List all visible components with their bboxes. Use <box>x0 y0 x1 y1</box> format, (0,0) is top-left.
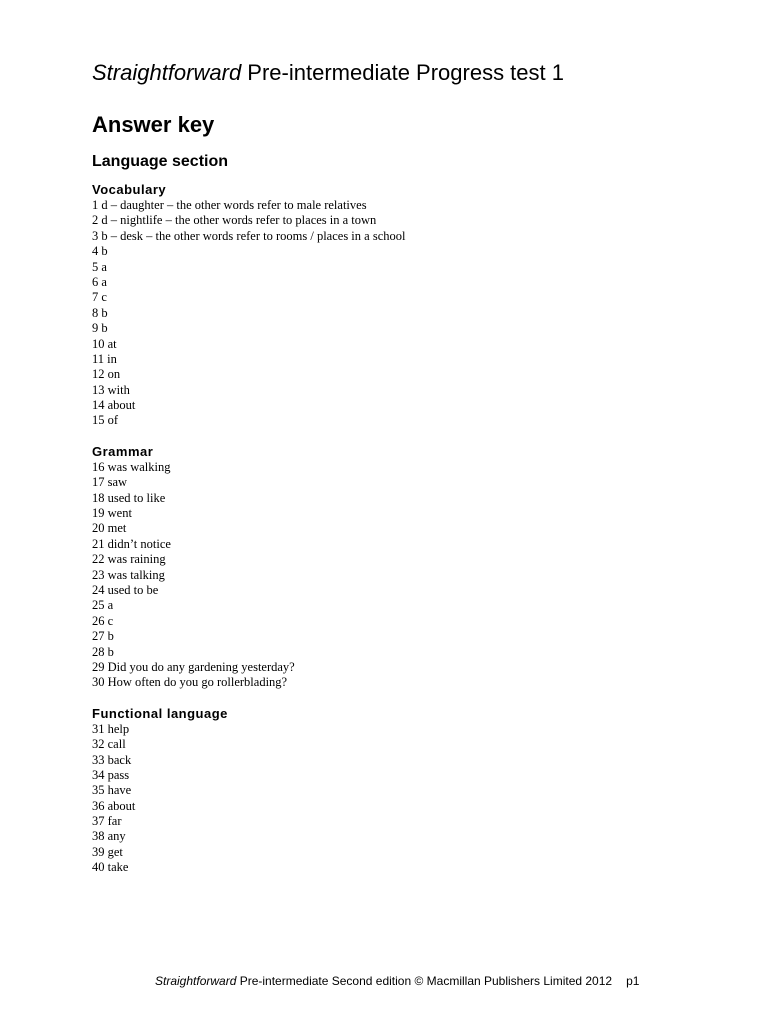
answer-item: 17 saw <box>92 475 128 490</box>
answer-item: 6 a <box>92 274 107 289</box>
answer-item: 7 c <box>92 290 107 305</box>
answer-item: 16 was walking <box>92 459 171 474</box>
answer-item: 24 used to be <box>92 582 159 597</box>
answer-item: 15 of <box>92 413 119 428</box>
answer-item: 20 met <box>92 521 127 536</box>
answer-item: 35 have <box>92 783 132 798</box>
answer-item: 27 b <box>92 629 114 644</box>
answer-item: 39 get <box>92 844 123 859</box>
answer-item: 30 How often do you go rollerblading? <box>92 675 288 690</box>
answer-item: 32 call <box>92 737 126 752</box>
page-footer <box>155 973 639 989</box>
page-title <box>92 58 732 88</box>
title-book-name: Straightforward <box>92 60 242 85</box>
answer-item: 2 d – nightlife – the other words refer to places in a town <box>92 213 377 228</box>
answer-item: 31 help <box>92 721 130 736</box>
answer-item: 34 pass <box>92 767 130 782</box>
answer-key-page <box>92 58 732 876</box>
answer-item: 37 far <box>92 814 122 829</box>
answer-item: 3 b – desk – the other words refer to rooms / places in a school <box>92 228 406 243</box>
answer-item: 13 with <box>92 382 130 397</box>
answer-item: 9 b <box>92 321 108 336</box>
answer-item: 36 about <box>92 798 136 813</box>
answer-item: 18 used to like <box>92 490 166 505</box>
answer-item: 28 b <box>92 644 114 659</box>
answer-item: 33 back <box>92 752 132 767</box>
answer-item: 4 b <box>92 244 108 259</box>
footer-book-name: Straightforward <box>155 974 237 988</box>
answer-item: 11 in <box>92 351 117 366</box>
functional-language-heading: Functional language <box>92 705 228 721</box>
answer-item: 10 at <box>92 336 117 351</box>
answer-item: 23 was talking <box>92 567 165 582</box>
grammar-heading: Grammar <box>92 443 154 459</box>
answer-item: 21 didn’t notice <box>92 536 171 551</box>
answer-item: 19 went <box>92 506 132 521</box>
functional-language-section <box>92 706 732 876</box>
answer-item: 22 was raining <box>92 552 166 567</box>
grammar-list <box>92 460 732 691</box>
vocabulary-heading: Vocabulary <box>92 182 167 197</box>
answer-item: 38 any <box>92 829 126 844</box>
vocabulary-section <box>92 182 732 429</box>
footer-copyright: Pre-intermediate Second edition © Macmillan Publishers Limited 2012 <box>236 974 613 988</box>
answer-item: 26 c <box>92 613 114 628</box>
vocabulary-list <box>92 198 732 429</box>
answer-item: 40 take <box>92 860 129 875</box>
answer-item: 12 on <box>92 367 121 382</box>
answer-item: 29 Did you do any gardening yesterday? <box>92 659 295 674</box>
answer-item: 8 b <box>92 305 108 320</box>
functional-language-list <box>92 722 732 876</box>
page-number: p1 <box>626 974 640 988</box>
answer-item: 14 about <box>92 398 136 413</box>
language-section-heading: Language section <box>92 153 229 170</box>
answer-item: 25 a <box>92 598 114 613</box>
answer-item: 1 d – daughter – the other words refer to male relatives <box>92 198 367 212</box>
answer-item: 5 a <box>92 259 107 274</box>
answer-key-heading: Answer key <box>92 112 215 137</box>
grammar-section <box>92 444 732 691</box>
title-rest: Pre-intermediate Progress test 1 <box>241 60 564 85</box>
